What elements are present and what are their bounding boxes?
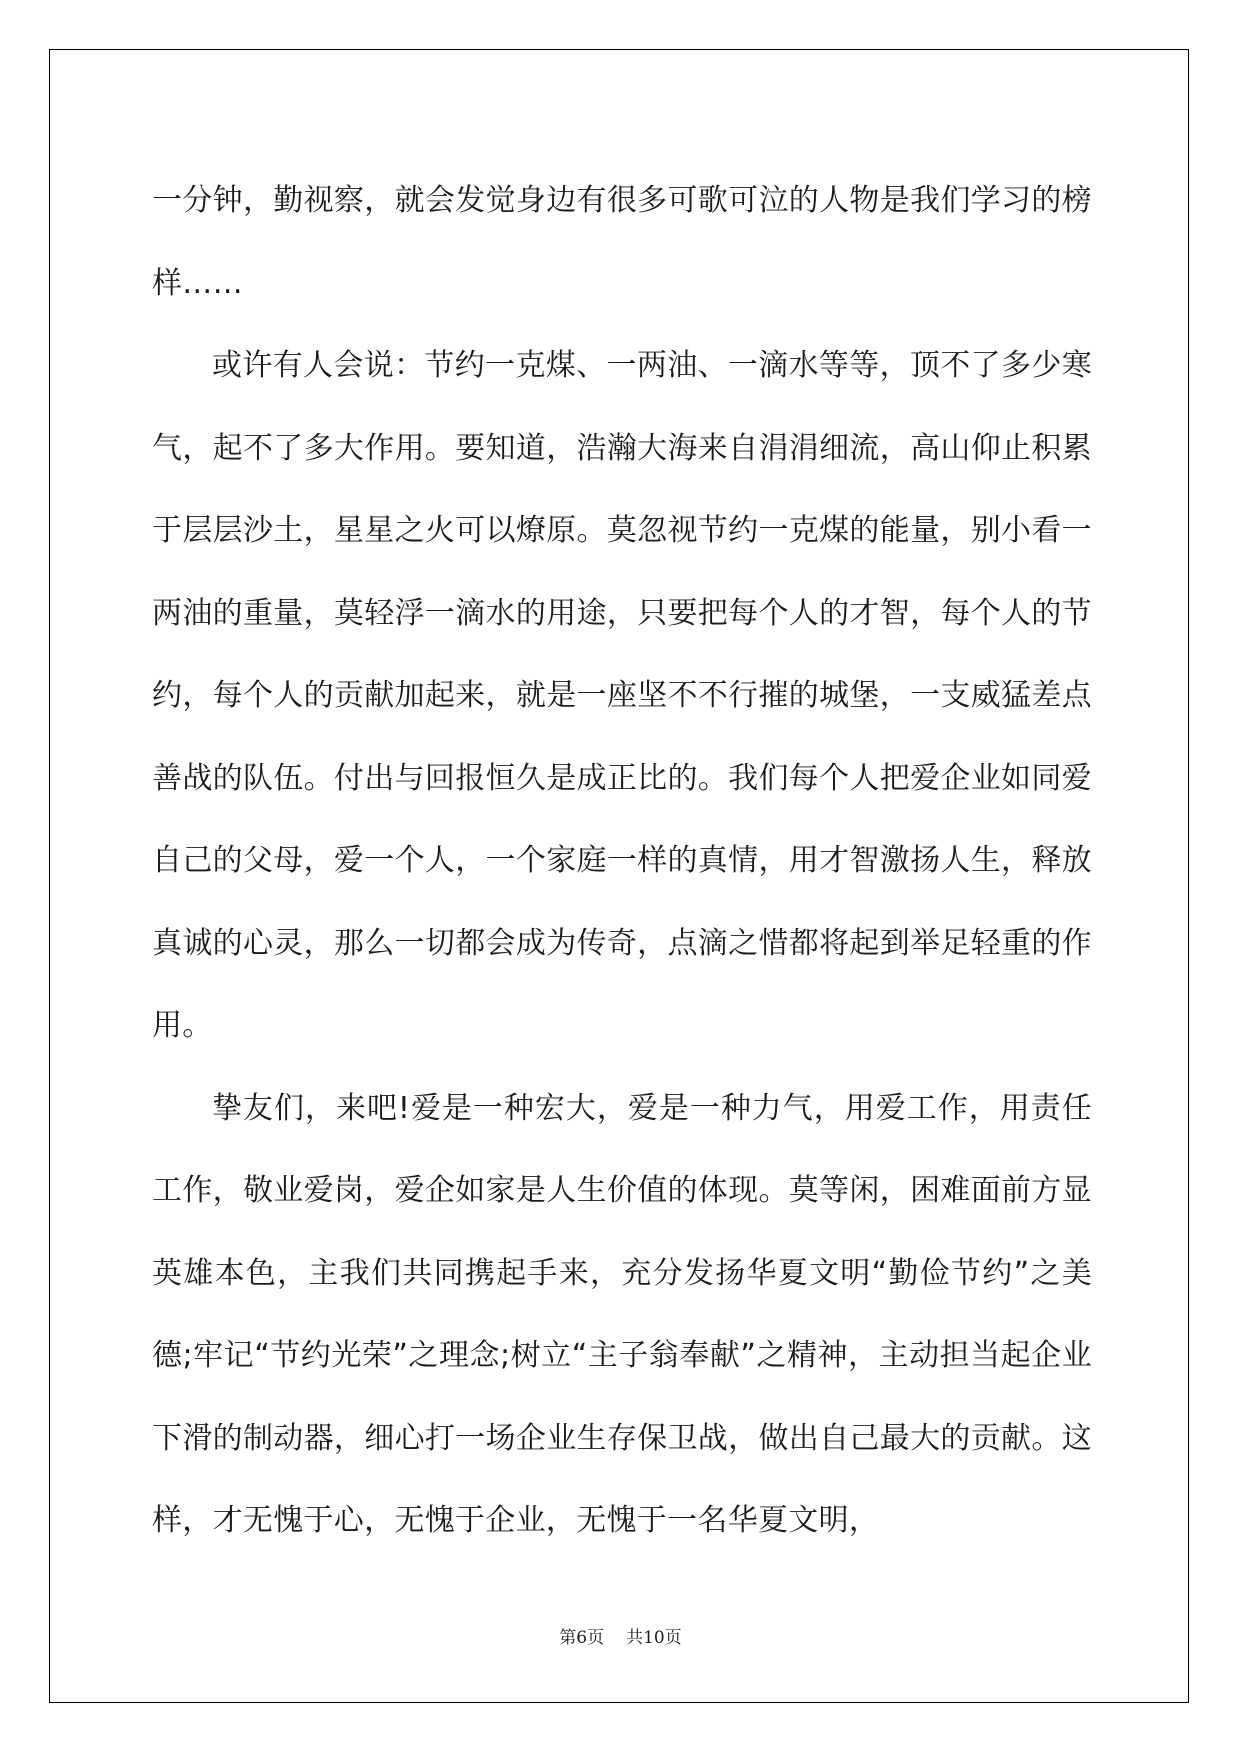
paragraph: 挚友们，来吧!爱是一种宏大，爱是一种力气，用爱工作，用责任工作，敬业爱岗，爱企如家是人生价值的体现。莫等闲，困难面前方显英雄本色，主我们共同携起手来，充分发扬华夏文明“勤俭节约”之美德;牢记“节约光荣”之理念;树立“主子翁奉献”之精神，主动担当起企业下滑的制动器，细心打一场企业生存保卫战，做出自己最大的贡献。这样，才无愧于心，无愧于企业，无愧于一名华夏文明，	[152, 1090, 1092, 1538]
page-total: 共10页	[626, 1628, 682, 1648]
document-body	[152, 160, 1092, 1563]
page-number: 第6页	[559, 1628, 605, 1648]
paragraph: 或许有人会说：节约一克煤、一两油、一滴水等等，顶不了多少寒气，起不了多大作用。要知道，浩瀚大海来自涓涓细流，高山仰止积累于层层沙土，星星之火可以燎原。莫忽视节约一克煤的能量，别小看一两油的重量，莫轻浮一滴水的用途，只要把每个人的才智，每个人的节约，每个人的贡献加起来，就是一座坚不不行摧的城堡，一支威猛差点善战的队伍。付出与回报恒久是成正比的。我们每个人把爱企业如同爱自己的父母，爱一个人，一个家庭一样的真情，用才智激扬人生，释放真诚的心灵，那么一切都会成为传奇，点滴之惜都将起到举足轻重的作用。	[152, 348, 1092, 1043]
page-footer	[0, 1623, 1241, 1648]
paragraph: 一分钟，勤视察，就会发觉身边有很多可歌可泣的人物是我们学习的榜样……	[152, 183, 1092, 301]
